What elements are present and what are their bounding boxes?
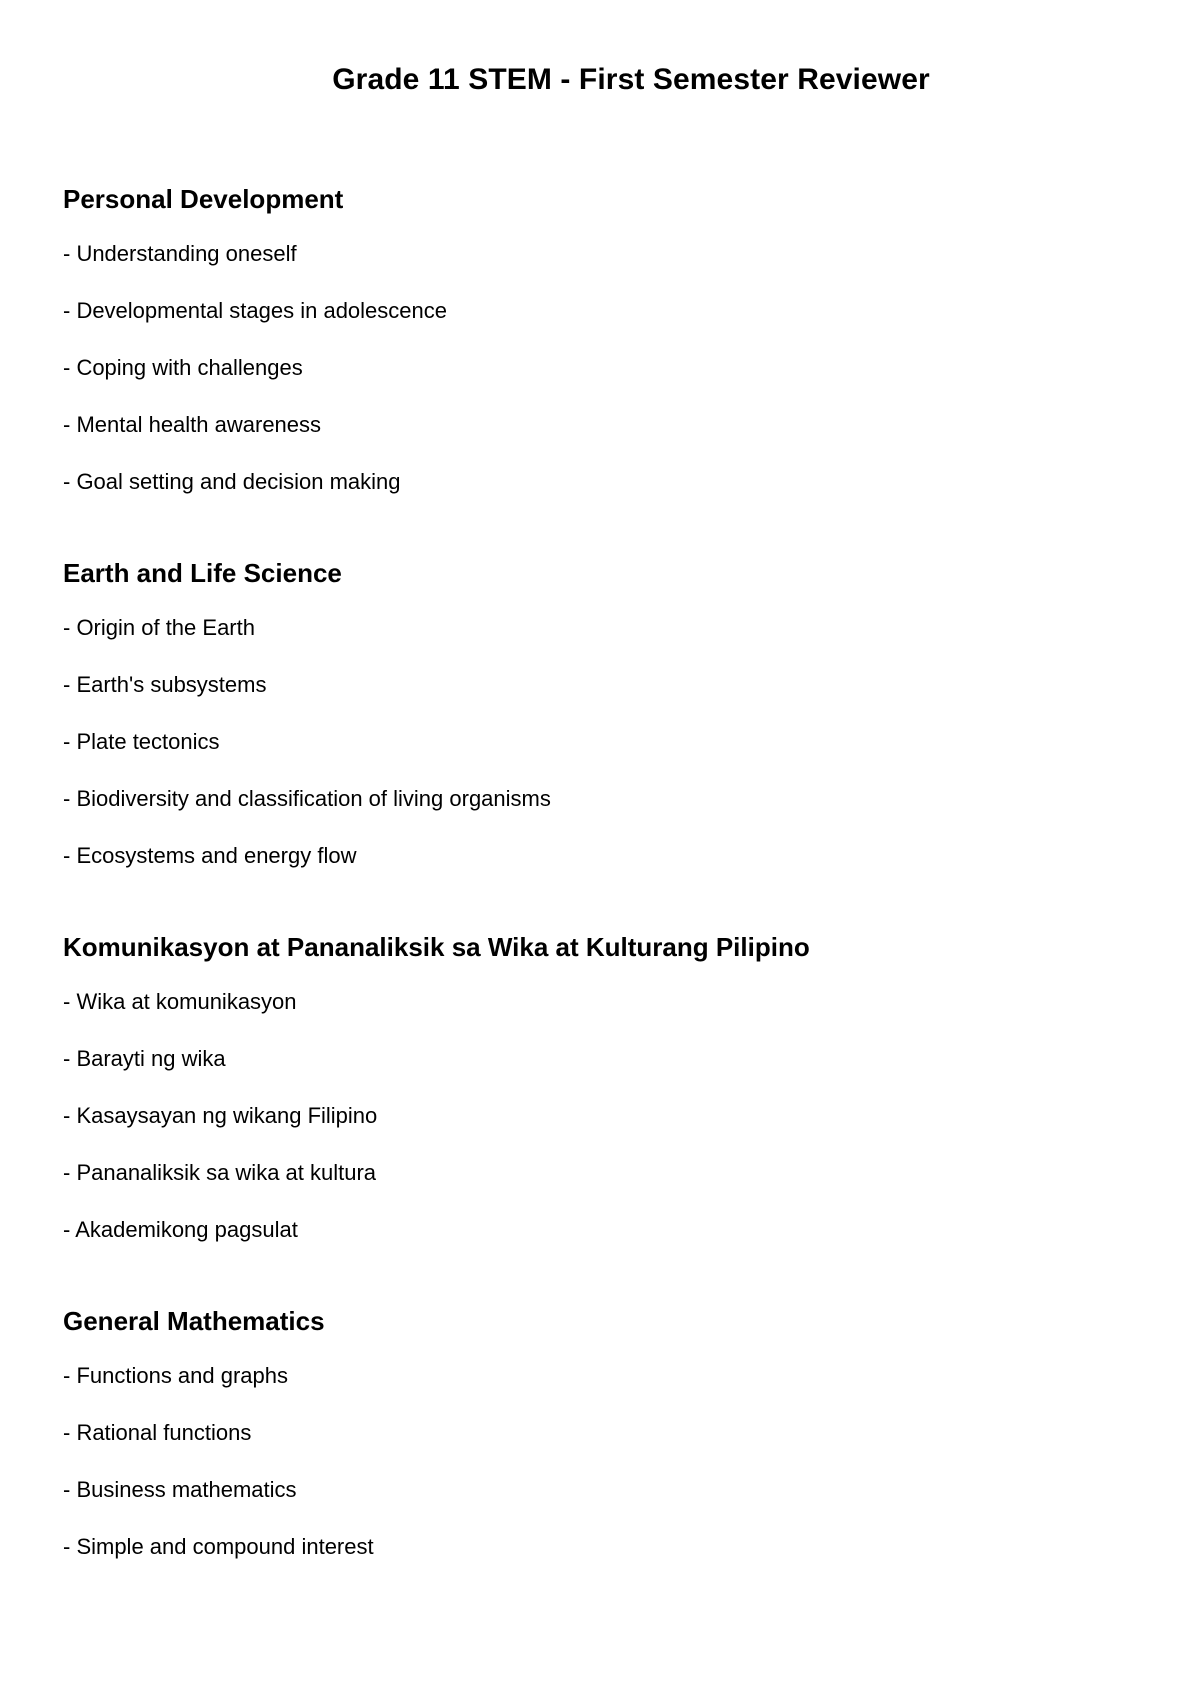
topic-item: - Functions and graphs: [63, 1363, 289, 1388]
topic-item: - Barayti ng wika: [63, 1046, 226, 1071]
topic-item: - Earth's subsystems: [63, 672, 267, 697]
section-heading: Personal Development: [63, 184, 344, 214]
topic-list: [63, 989, 1163, 1243]
topic-item: - Origin of the Earth: [63, 615, 255, 640]
topic-item: - Pananaliksik sa wika at kultura: [63, 1160, 377, 1185]
document-title: Grade 11 STEM - First Semester Reviewer: [332, 63, 930, 96]
section-heading: General Mathematics: [63, 1306, 325, 1336]
topic-list: [63, 1363, 1163, 1560]
topic-list: [63, 241, 1163, 495]
section-general-mathematics: [63, 1305, 1163, 1560]
topic-item: - Developmental stages in adolescence: [63, 298, 448, 323]
topic-item: - Kasaysayan ng wikang Filipino: [63, 1103, 378, 1128]
section-heading: Earth and Life Science: [63, 558, 342, 588]
topic-item: - Ecosystems and energy flow: [63, 843, 357, 868]
topic-item: - Akademikong pagsulat: [63, 1217, 298, 1242]
topic-item: - Wika at komunikasyon: [63, 989, 297, 1014]
topic-item: - Mental health awareness: [63, 412, 322, 437]
topic-item: - Business mathematics: [63, 1477, 297, 1502]
topic-item: - Simple and compound interest: [63, 1534, 374, 1559]
section-earth-and-life-science: [63, 557, 1163, 869]
section-personal-development: [63, 183, 1163, 495]
topic-item: - Understanding oneself: [63, 241, 297, 266]
topic-item: - Goal setting and decision making: [63, 469, 401, 494]
topic-item: - Biodiversity and classification of living organisms: [63, 786, 551, 811]
section-heading: Komunikasyon at Pananaliksik sa Wika at Kulturang Pilipino: [63, 932, 810, 962]
topic-list: [63, 615, 1163, 869]
section-komunikasyon-at-pananaliksik: [63, 931, 1163, 1243]
topic-item: - Coping with challenges: [63, 355, 303, 380]
topic-item: - Plate tectonics: [63, 729, 220, 754]
topic-item: - Rational functions: [63, 1420, 252, 1445]
